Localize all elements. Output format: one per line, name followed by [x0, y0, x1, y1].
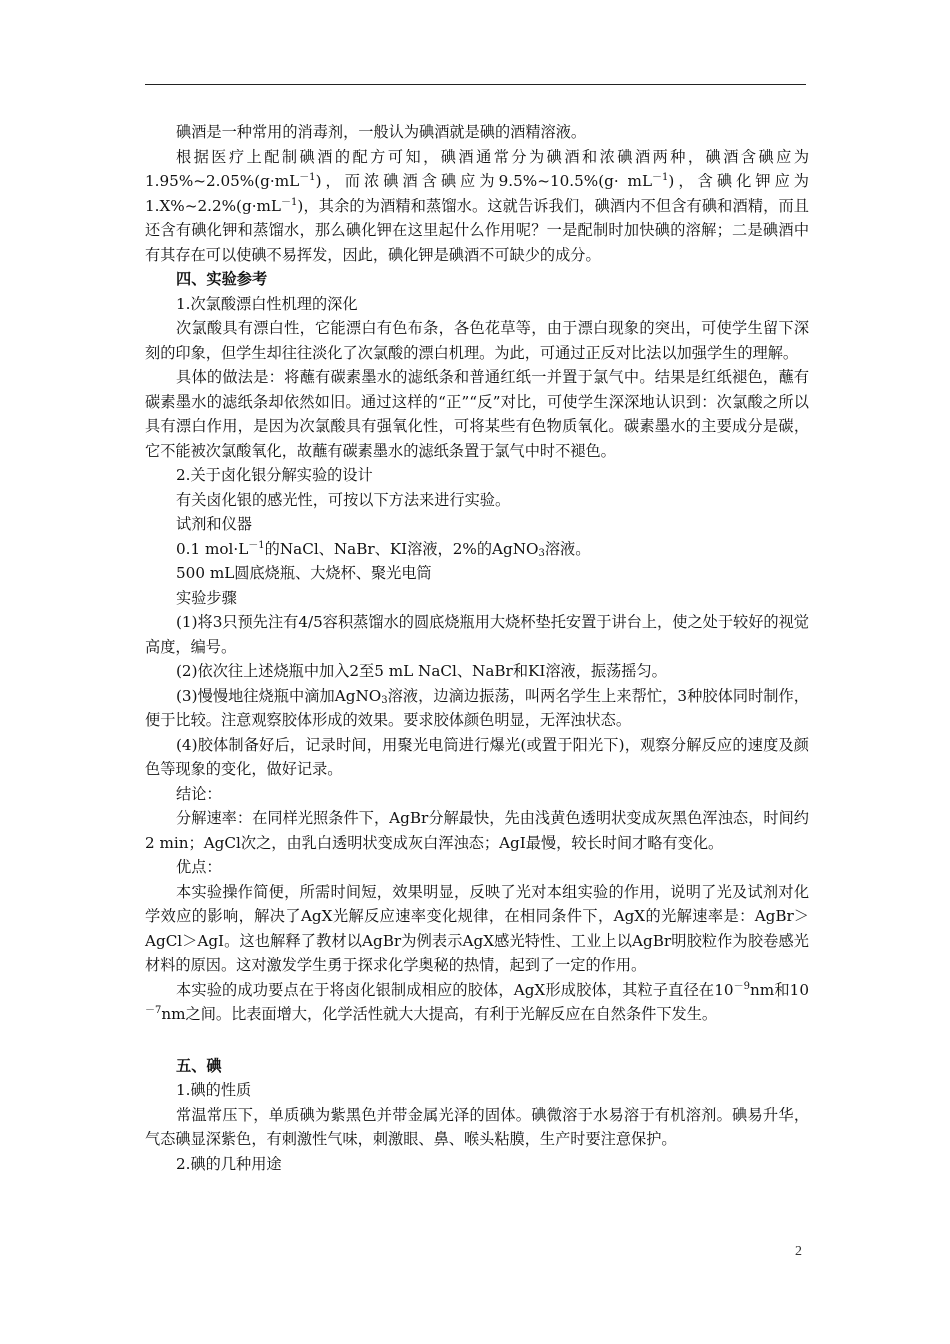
hypochlorous-paragraph-2: 具体的做法是：将蘸有碳素墨水的滤纸条和普通红纸一并置于氯气中。结果是红纸褪色，蘸有碳素墨水的滤纸条却依然如旧。通过这样的“正”“反”对比，可使学生深深地认识到：次氯酸之所以具有漂白作用，是因为次氯酸具有强氧化性，可将某些有色物质氧化。碳素墨水的主要成分是碳，它不能被次氯酸氧化，故蘸有碳素墨水的滤纸条置于氯气中时不褪色。: [145, 368, 809, 460]
text-run: 溶液。: [544, 539, 591, 558]
subscript: 3: [538, 547, 545, 559]
step-3: [145, 684, 809, 733]
section-4-heading: 四、实验参考: [176, 270, 268, 288]
intro-paragraph-2: [145, 145, 809, 268]
superscript: －1: [248, 539, 265, 551]
conclusion-title: 结论：: [176, 784, 222, 803]
hypochlorous-paragraph-1: 次氯酸具有漂白性，它能漂白有色布条，各色花草等，由于漂白现象的突出，可使学生留下深刻的印象，但学生却往往淡化了次氯酸的漂白机理。为此，可通过正反对比法以加强学生的理解。: [145, 319, 809, 362]
equipment-line: 500 mL圆底烧瓶、大烧杯、聚光电筒: [176, 564, 432, 582]
text-run: nm之间。比表面增大，化学活性就大大提高，有利于光解反应在自然条件下发生。: [161, 1005, 718, 1023]
intro-paragraph-1: 碘酒是一种常用的消毒剂，一般认为碘酒就是碘的酒精溶液。: [176, 123, 587, 141]
step-4: (4)胶体制备好后，记录时间，用聚光电筒进行爆光(或置于阳光下)，观察分解反应的速度及颜色等现象的变化，做好记录。: [145, 735, 809, 778]
section-5-subheading-2: 2.碘的几种用途: [176, 1154, 282, 1173]
text-run: 溶液，边滴边振荡，叫两名学生上来帮忙，3种胶体同时制作，便于比较。注意观察胶体形成的效果。要求胶体颜色明显，无浑浊状态。: [145, 686, 809, 729]
section-4-subheading-1: 1.次氯酸漂白性机理的深化: [176, 294, 358, 313]
superscript: －9: [733, 980, 750, 992]
steps-title: 实验步骤: [176, 588, 237, 607]
step-2: (2)依次往上述烧瓶中加入2至5 mL NaCl、NaBr和KI溶液，振荡摇匀。: [176, 662, 667, 680]
text-run: (3)慢慢地往烧瓶中滴加AgNO: [176, 686, 382, 705]
text-run: )，其余的为酒精和蒸馏水。这就告诉我们，碘酒内不但含有碘和酒精，而且还含有碘化钾和蒸馏水，那么碘化钾在这里起什么作用呢？一是配制时加快碘的溶解；二是碘酒中有其存在可以使碘不易挥发，因此，碘化钾是碘酒不可缺少的成分。: [145, 196, 809, 264]
text-run: 0.1 mol·L: [176, 539, 249, 558]
reagents-line: [145, 537, 809, 562]
header-rule: [145, 84, 806, 85]
text-run: nm和10: [749, 980, 809, 999]
text-run: )，而浓碘酒含碘应为9.5%~10.5%(g· mL: [315, 172, 653, 190]
iodine-properties-paragraph: 常温常压下，单质碘为紫黑色并带金属光泽的固体。碘微溶于水易溶于有机溶剂。碘易升华，气态碘显深紫色，有刺激性气味，刺激眼、鼻、喉头粘膜，生产时要注意保护。: [145, 1105, 809, 1148]
advantage-paragraph: 本实验操作简便，所需时间短，效果明显，反映了光对本组实验的作用，说明了光及试剂对化学效应的影响，解决了AgX光解反应速率变化规律，在相同条件下，AgX的光解速率是：AgBr＞AgCl＞AgI。这也解释了教材以AgBr为例表示AgX感光特性、工业上以AgBr明胶粒作为胶卷感光材料的原因。这对激发学生勇于探求化学奥秘的热情，起到了一定的作用。: [145, 882, 809, 974]
section-5-subheading-1: 1.碘的性质: [176, 1081, 252, 1099]
text-run: 的NaCl、NaBr、KI溶液，2%的AgNO: [264, 539, 539, 558]
superscript: －1: [299, 172, 316, 183]
superscript: －1: [281, 196, 298, 208]
document-body: [145, 120, 809, 1176]
section-spacer: [145, 1027, 809, 1054]
page-number: 2: [795, 1244, 802, 1259]
step-1: (1)将3只预先注有4/5容积蒸馏水的圆底烧瓶用大烧杯垫托安置于讲台上，使之处于较好的视觉高度，编号。: [145, 613, 809, 656]
text-run: 本实验的成功要点在于将卤化银制成相应的胶体，AgX形成胶体，其粒子直径在10: [176, 980, 734, 999]
silver-halide-intro: 有关卤化银的感光性，可按以下方法来进行实验。: [176, 490, 511, 509]
subscript: 3: [381, 694, 388, 706]
superscript: －1: [652, 172, 669, 183]
section-4-subheading-2: 2.关于卤化银分解实验的设计: [176, 466, 373, 484]
advantage-title: 优点：: [176, 858, 222, 876]
superscript: －7: [145, 1005, 162, 1016]
conclusion-paragraph: 分解速率：在同样光照条件下，AgBr分解最快，先由浅黄色透明状变成灰黑色浑浊态，时间约2 min；AgCl次之，由乳白透明状变成灰白浑浊态；AgI最慢，较长时间才略有变化。: [145, 809, 809, 852]
text-run: 根据医疗上配制碘酒的配方可知，碘酒通常分为碘酒和浓碘酒两种，碘酒含碘应为1.95%~2.05%(g·mL: [145, 147, 809, 190]
reagents-title: 试剂和仪器: [176, 515, 252, 533]
text-run: )，含碘化钾应为1.X%~2.2%(g·mL: [145, 172, 809, 215]
section-5-heading: 五、碘: [176, 1056, 222, 1075]
key-point-paragraph: [145, 978, 809, 1027]
